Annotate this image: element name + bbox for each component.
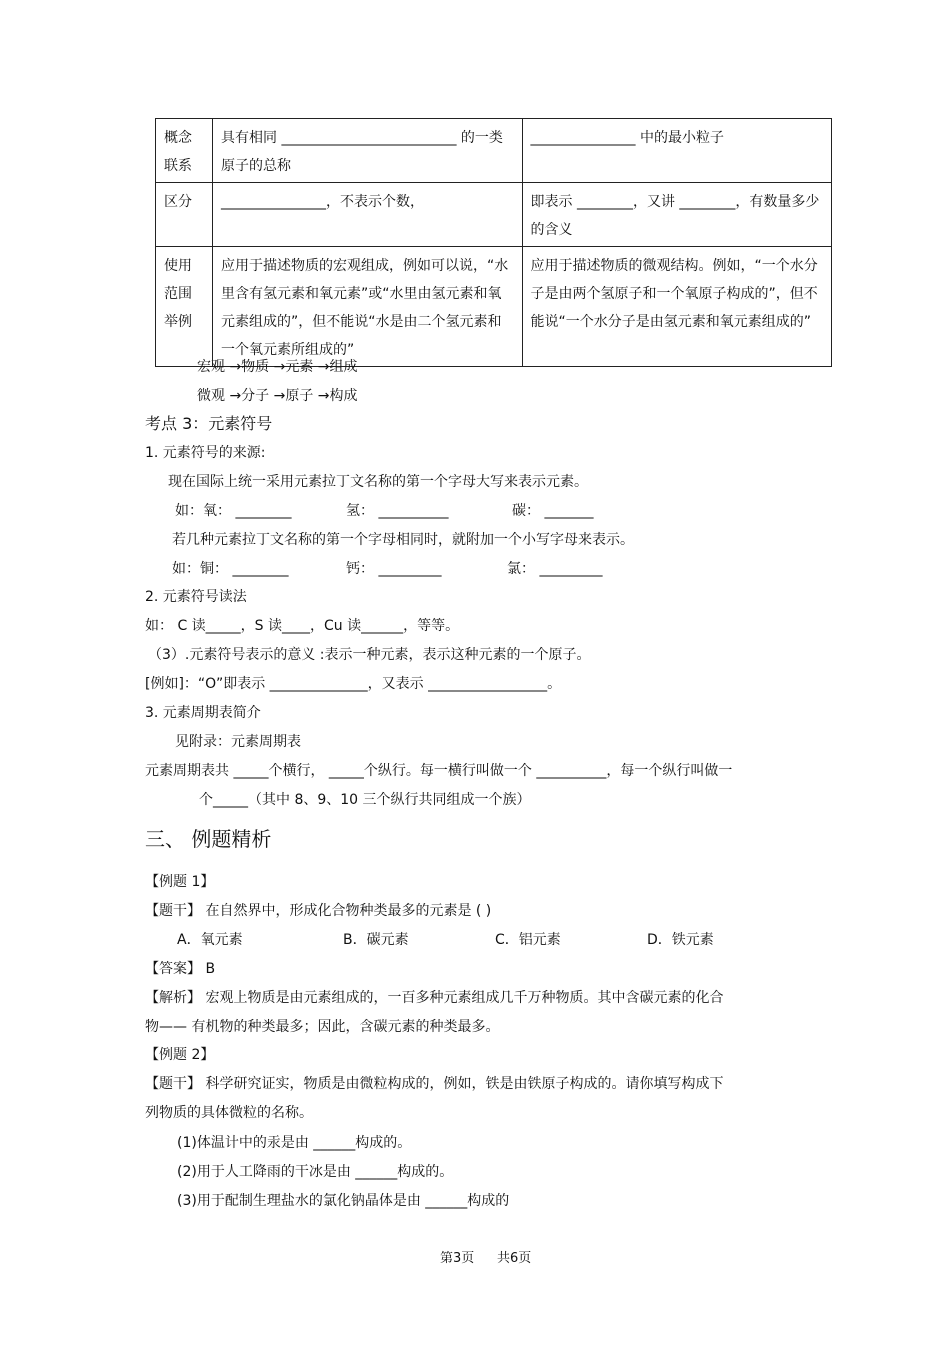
option-a: A．氧元素 xyxy=(177,932,243,948)
point3-title: 考点 3：元素符号 xyxy=(145,414,273,433)
example2-stem-line1: 【题干】 科学研究证实，物质是由微粒构成的，例如，铁是由铁原子构成的。请你填写构成下 xyxy=(145,1076,724,1092)
atom-cell: _______________ 中的最小粒子 xyxy=(522,119,832,183)
table-row xyxy=(156,183,832,247)
symbol-blank-carbon: 碳： _______ xyxy=(512,503,594,519)
section-title: 三、 例题精析 xyxy=(145,827,272,851)
point3-s2-title: 2. 元素符号读法 xyxy=(145,589,247,605)
point3-s1-title: 1. 元素符号的来源: xyxy=(145,445,266,461)
option-b: B．碳元素 xyxy=(343,932,409,948)
point3-s4-ref: 见附录：元素周期表 xyxy=(175,734,301,750)
option-d: D．铁元素 xyxy=(647,932,714,948)
element-cell: _______________，不表示个数， xyxy=(213,183,523,247)
example1-label: 【例题 1】 xyxy=(145,874,215,890)
example2-item: (3)用于配制生理盐水的氯化钠晶体是由 ______构成的 xyxy=(177,1193,510,1209)
symbol-blank-chlorine: 氯： _________ xyxy=(507,561,603,577)
example2-label: 【例题 2】 xyxy=(145,1047,215,1063)
element-cell: 应用于描述物质的宏观组成，例如可以说，“水里含有氢元素和氧元素”或“水里由氢元素和氧元素组成的”，但不能说“水是由二个氢元素和一个氧元素所组成的” xyxy=(213,247,523,367)
example1-answer: 【答案】 B xyxy=(145,961,216,977)
symbol-blank-copper: 如：铜： ________ xyxy=(172,561,289,577)
point3-s4-line1: 元素周期表共 _____个横行， _____个纵行。每一横行叫做一个 __________，每一个纵行叫做一 xyxy=(145,763,733,779)
point3-s2-text: 如： C 读_____，S 读____，Cu 读______，等等。 xyxy=(145,618,460,634)
row-header: 区分 xyxy=(156,183,213,247)
example2-item: (2)用于人工降雨的干冰是由 ______构成的。 xyxy=(177,1164,454,1180)
point3-s4-line2: 个_____（其中 8、9、10 三个纵行共同组成一个族） xyxy=(199,792,531,808)
macro-flow: 宏观 →物质 →元素 →组成 xyxy=(197,359,358,375)
point3-s1-text2: 若几种元素拉丁文名称的第一个字母相同时，就附加一个小写字母来表示。 xyxy=(172,532,634,548)
example2-stem-line2: 列物质的具体微粒的名称。 xyxy=(145,1105,313,1121)
page-number: 第3页 xyxy=(440,1251,475,1266)
point3-s3-example: [例如]：“O”即表示 ______________，又表示 _________________。 xyxy=(145,676,562,692)
symbol-blank-hydrogen: 氢： __________ xyxy=(346,503,449,519)
atom-cell: 应用于描述物质的微观结构。例如，“一个水分子是由两个氢原子和一个氧原子构成的”，但不能说“一个水分子是由氢元素和氧元素组成的” xyxy=(522,247,832,367)
symbol-blank-calcium: 钙： _________ xyxy=(346,561,442,577)
example2-item: (1)体温计中的汞是由 ______构成的。 xyxy=(177,1135,412,1151)
point3-s3-text: （3）.元素符号表示的意义 :表示一种元素，表示这种元素的一个原子。 xyxy=(148,647,591,663)
example1-analysis-line1: 【解析】 宏观上物质是由元素组成的，一百多种元素组成几千万种物质。其中含碳元素的化合 xyxy=(145,990,724,1006)
symbol-blank-oxygen: 如：氧： ________ xyxy=(175,503,292,519)
row-header: 使用范围举例 xyxy=(156,247,213,367)
table-row xyxy=(156,247,832,367)
micro-flow: 微观 →分子 →原子 →构成 xyxy=(197,388,358,404)
example1-analysis-line2: 物—— 有机物的种类最多；因此，含碳元素的种类最多。 xyxy=(145,1019,500,1035)
element-cell: 具有相同 _________________________ 的一类原子的总称 xyxy=(213,119,523,183)
point3-s1-text: 现在国际上统一采用元素拉丁文名称的第一个字母大写来表示元素。 xyxy=(168,474,588,490)
example1-stem: 【题干】 在自然界中，形成化合物种类最多的元素是 ( ) xyxy=(145,903,492,919)
comparison-table xyxy=(155,118,832,367)
page-total: 共6页 xyxy=(497,1251,532,1266)
table-row xyxy=(156,119,832,183)
row-header: 概念联系 xyxy=(156,119,213,183)
option-c: C．铝元素 xyxy=(495,932,561,948)
atom-cell: 即表示 ________，又讲 ________，有数量多少的含义 xyxy=(522,183,832,247)
point3-s4-title: 3. 元素周期表简介 xyxy=(145,705,261,721)
